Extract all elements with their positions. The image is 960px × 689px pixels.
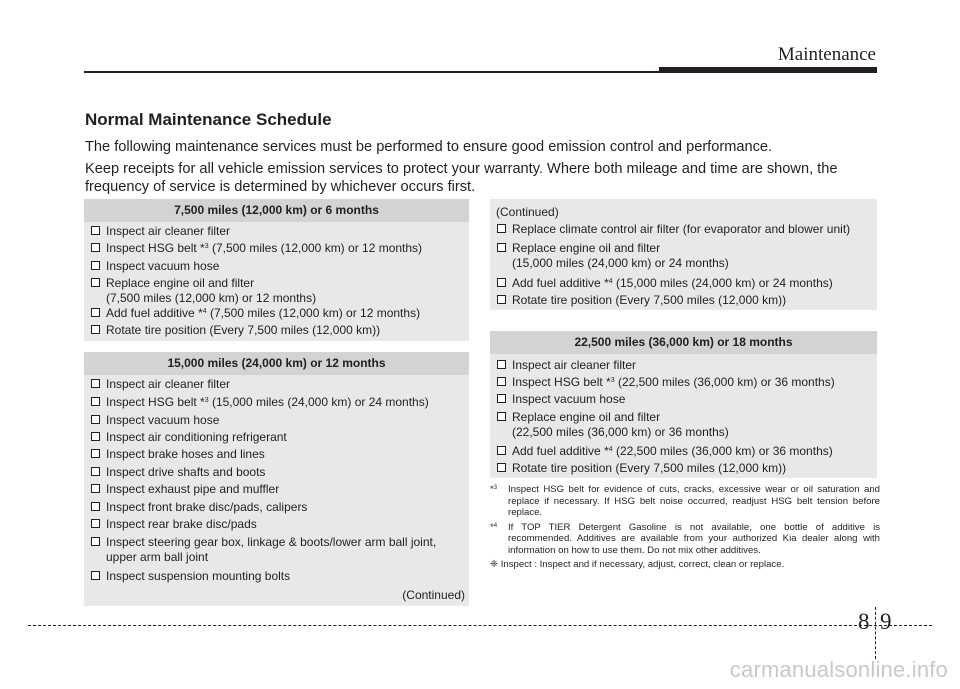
section-title: Maintenance (777, 44, 876, 65)
checkbox-icon (91, 519, 100, 528)
continued-label: (Continued) (402, 588, 465, 602)
list-item: Inspect suspension mounting bolts (91, 569, 290, 584)
list-item: Inspect rear brake disc/pads (91, 517, 257, 532)
list-item: Inspect brake hoses and lines (91, 447, 265, 462)
list-item-continuation: upper arm ball joint (106, 550, 209, 564)
footer-dashed-rule (28, 625, 932, 626)
footnote (490, 522, 880, 557)
schedule-box-22500 (490, 331, 877, 478)
checkbox-icon (91, 571, 100, 580)
checkbox-icon (91, 449, 100, 458)
checkbox-icon (91, 502, 100, 511)
intro-paragraph-1: The following maintenance services must be performed to ensure good emission control and performance. (85, 139, 773, 155)
checkbox-icon (497, 243, 506, 252)
schedule-box-heading: 7,500 miles (12,000 km) or 6 months (84, 199, 469, 222)
footnote-marker: ❈ (490, 559, 499, 570)
footnote-text: Inspect HSG belt for evidence of cuts, cracks, excessive wear or oil saturation and replace if necessary. If HSG belt noise occurred, readjust HSG belt tension before replace. (508, 484, 880, 518)
list-item: Inspect HSG belt *$^3$ (7,500 miles (12,000 km) or 12 months) (91, 241, 422, 256)
list-item-continuation: (22,500 miles (36,000 km) or 36 months) (512, 425, 729, 439)
continued-label: (Continued) (496, 205, 559, 219)
checkbox-icon (91, 379, 100, 388)
checkbox-icon (497, 224, 506, 233)
intro-paragraph-2: Keep receipts for all vehicle emission services to protect your warranty. Where both mileage and time are shown, the frequency of service is determined by whichever occurs first. (85, 161, 838, 195)
checkbox-icon (497, 377, 506, 386)
list-item: Inspect air cleaner filter (497, 358, 636, 373)
footer-dashed-divider (875, 607, 876, 659)
checkbox-icon (91, 261, 100, 270)
footnotes (490, 484, 880, 574)
list-item: Rotate tire position (Every 7,500 miles (12,000 km)) (497, 293, 786, 308)
checkbox-icon (91, 415, 100, 424)
schedule-box-heading: 22,500 miles (36,000 km) or 18 months (490, 331, 877, 354)
checkbox-icon (497, 412, 506, 421)
schedule-box-heading: 15,000 miles (24,000 km) or 12 months (84, 352, 469, 375)
list-item: Replace engine oil and filter (497, 410, 660, 425)
schedule-box-15000-continued (490, 199, 877, 310)
footnote-marker: *$^3$ (490, 484, 498, 495)
list-item: Replace engine oil and filter (91, 276, 254, 291)
page-number: 9 (880, 609, 892, 634)
footnote (490, 559, 880, 571)
footnote-marker: *$^4$ (490, 521, 498, 533)
list-item: Inspect air conditioning refrigerant (91, 430, 287, 445)
footnote-text: If TOP TIER Detergent Gasoline is not available, one bottle of additive is recommended. Additives are available from your authorized Kia dealer along with information on how to use them. Do not mix other additives. (508, 521, 880, 556)
list-item: Rotate tire position (Every 7,500 miles (12,000 km)) (497, 461, 786, 476)
list-item-continuation: (15,000 miles (24,000 km) or 24 months) (512, 256, 729, 270)
list-item: Replace engine oil and filter (497, 241, 660, 256)
list-item: Add fuel additive *$^4$ (22,500 miles (36,000 km) or 36 months) (497, 444, 833, 459)
list-item: Replace climate control air filter (for evaporator and blower unit) (497, 222, 850, 237)
schedule-box-15000 (84, 352, 469, 606)
checkbox-icon (91, 278, 100, 287)
checkbox-icon (91, 484, 100, 493)
list-item: Add fuel additive *$^4$ (7,500 miles (12,000 km) or 12 months) (91, 306, 420, 321)
checkbox-icon (91, 226, 100, 235)
watermark: carmanualsonline.info (729, 657, 948, 682)
list-item: Inspect steering gear box, linkage & boots/lower arm ball joint, (91, 535, 436, 550)
header-rule-thin (84, 71, 660, 73)
checkbox-icon (91, 308, 100, 317)
list-item: Inspect air cleaner filter (91, 224, 230, 239)
checkbox-icon (497, 278, 506, 287)
checkbox-icon (91, 432, 100, 441)
list-item: Inspect vacuum hose (497, 392, 625, 407)
header-rule-thick (659, 67, 877, 73)
checkbox-icon (91, 537, 100, 546)
list-item: Inspect HSG belt *$^3$ (15,000 miles (24,000 km) or 24 months) (91, 395, 429, 410)
footnote (490, 484, 880, 519)
list-item-continuation: (7,500 miles (12,000 km) or 12 months) (106, 291, 317, 305)
checkbox-icon (91, 467, 100, 476)
list-item: Inspect air cleaner filter (91, 377, 230, 392)
list-item: Inspect exhaust pipe and muffler (91, 482, 279, 497)
checkbox-icon (497, 360, 506, 369)
list-item: Inspect vacuum hose (91, 259, 219, 274)
page-heading: Normal Maintenance Schedule (85, 110, 332, 129)
list-item: Add fuel additive *$^4$ (15,000 miles (24,000 km) or 24 months) (497, 276, 833, 291)
checkbox-icon (91, 397, 100, 406)
checkbox-icon (91, 325, 100, 334)
checkbox-icon (497, 446, 506, 455)
checkbox-icon (91, 243, 100, 252)
checkbox-icon (497, 463, 506, 472)
checkbox-icon (497, 394, 506, 403)
footnote-text: Inspect : Inspect and if necessary, adjust, correct, clean or replace. (500, 559, 785, 570)
list-item: Inspect HSG belt *$^3$ (22,500 miles (36,000 km) or 36 months) (497, 375, 835, 390)
schedule-box-7500 (84, 199, 469, 341)
list-item: Inspect vacuum hose (91, 413, 219, 428)
list-item: Inspect drive shafts and boots (91, 465, 265, 480)
list-item: Rotate tire position (Every 7,500 miles (12,000 km)) (91, 323, 380, 338)
list-item: Inspect front brake disc/pads, calipers (91, 500, 307, 515)
chapter-number: 8 (858, 609, 870, 634)
checkbox-icon (497, 295, 506, 304)
